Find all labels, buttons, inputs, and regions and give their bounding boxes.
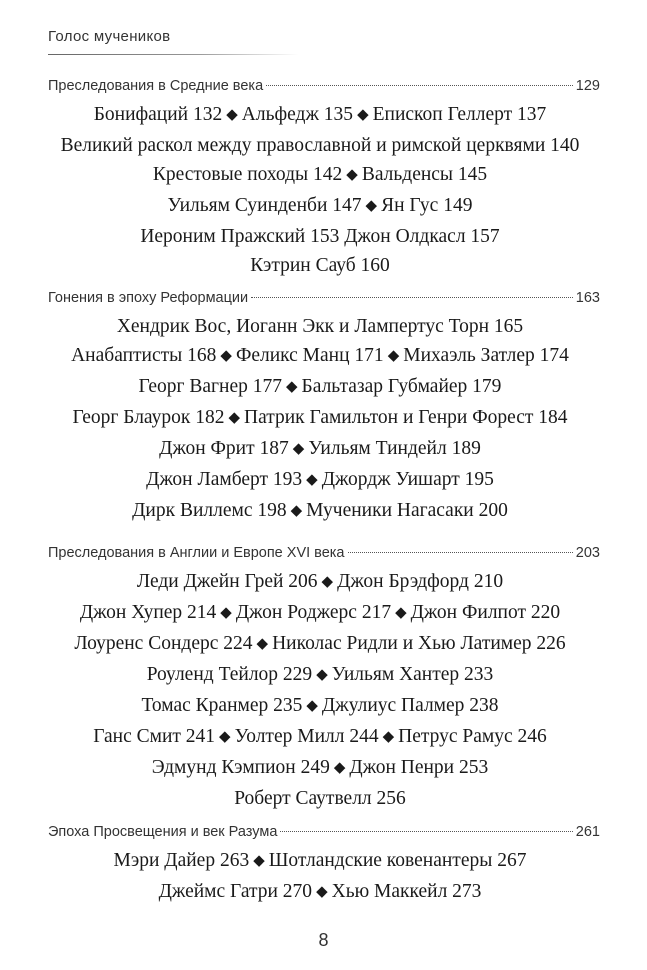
diamond-separator-icon: ◆ (395, 605, 407, 621)
dot-leader (348, 552, 573, 553)
section-heading (48, 824, 600, 840)
toc-entry: Кэтрин Сауб 160 (250, 255, 390, 276)
running-head: Голос мучеников (48, 28, 171, 45)
entry-line (40, 660, 600, 691)
section-heading (48, 78, 600, 94)
toc-entry: Уильям Суинденби 147 (167, 195, 362, 216)
toc-entry: Михаэль Затлер 174 (403, 345, 569, 366)
entry-line (40, 251, 600, 280)
entry-line (40, 722, 600, 753)
entry-list (40, 312, 600, 527)
diamond-separator-icon: ◆ (292, 441, 305, 457)
section-title: Преследования в Англии и Европе XVI века (48, 545, 345, 561)
diamond-separator-icon: ◆ (253, 853, 265, 869)
toc-entry: Георг Вагнер 177 (138, 376, 282, 397)
toc-entry: Бонифаций 132 (93, 104, 223, 125)
entry-line (40, 222, 600, 251)
dot-leader (266, 85, 573, 86)
toc-entry: Бальтазар Губмайер 179 (301, 376, 502, 397)
toc-entry: Хью Маккейл 273 (331, 881, 482, 902)
diamond-separator-icon: ◆ (306, 472, 318, 488)
diamond-separator-icon: ◆ (333, 760, 346, 776)
section-page: 261 (575, 824, 600, 840)
toc-entry: Анабаптисты 168 (71, 345, 217, 366)
toc-entry: Епископ Геллерт 137 (372, 104, 547, 125)
entry-line (40, 403, 600, 434)
entry-line (40, 567, 600, 598)
section-page: 163 (575, 290, 600, 306)
toc-entry: Мэри Дайер 263 (113, 850, 250, 871)
toc-entry: Джон Фрит 187 (159, 438, 289, 459)
entry-line (40, 312, 600, 341)
diamond-separator-icon: ◆ (365, 198, 378, 214)
diamond-separator-icon: ◆ (220, 348, 232, 364)
entry-line (40, 434, 600, 465)
toc-entry: Джон Пенри 253 (349, 757, 489, 778)
toc-entry: Уолтер Милл 244 (234, 726, 379, 747)
section-heading (48, 545, 600, 561)
entry-line (40, 691, 600, 722)
entry-list (40, 846, 600, 908)
entry-line (40, 341, 600, 372)
toc-entry: Георг Блаурок 182 (72, 407, 225, 428)
toc-entry: Иероним Пражский 153 Джон Олдкасл 157 (140, 226, 500, 247)
toc-entry: Леди Джейн Грей 206 (136, 571, 318, 592)
toc-entry: Петрус Рамус 246 (398, 726, 547, 747)
entry-line (40, 753, 600, 784)
entry-line (40, 496, 600, 527)
toc-entry: Ганс Смит 241 (93, 726, 216, 747)
diamond-separator-icon: ◆ (290, 503, 303, 519)
entry-line (40, 784, 600, 813)
section-title: Эпоха Просвещения и век Разума (48, 824, 278, 840)
toc-entry: Феликс Манц 171 (235, 345, 384, 366)
entry-line (40, 598, 600, 629)
diamond-separator-icon: ◆ (256, 636, 269, 652)
section-page: 203 (575, 545, 600, 561)
toc-entry: Хендрик Вос, Иоганн Экк и Лампертус Торн 165 (116, 316, 524, 337)
diamond-separator-icon: ◆ (387, 348, 400, 364)
entry-line (40, 629, 600, 660)
diamond-separator-icon: ◆ (228, 410, 240, 426)
toc-entry: Томас Кранмер 235 (141, 695, 303, 716)
diamond-separator-icon: ◆ (220, 605, 232, 621)
toc-section (40, 78, 600, 280)
toc-section (40, 545, 600, 813)
section-title: Преследования в Средние века (48, 78, 264, 94)
toc-entry: Джулиус Палмер 238 (321, 695, 499, 716)
diamond-separator-icon: ◆ (219, 729, 231, 745)
entry-line (40, 877, 600, 908)
diamond-separator-icon: ◆ (382, 729, 395, 745)
toc-entry: Джон Хупер 214 (79, 602, 217, 623)
dot-leader (251, 297, 573, 298)
diamond-separator-icon: ◆ (226, 107, 238, 123)
toc-entry: Шотландские ковенантеры 267 (268, 850, 527, 871)
page-number: 8 (318, 930, 329, 950)
entry-list (40, 567, 600, 813)
section-heading (48, 290, 600, 306)
toc-entry: Альфедж 135 (241, 104, 354, 125)
diamond-separator-icon: ◆ (321, 574, 334, 590)
toc-entry: Крестовые походы 142 (152, 164, 343, 185)
toc-entry: Патрик Гамильтон и Генри Форест 184 (244, 407, 568, 428)
section-title: Гонения в эпоху Реформации (48, 290, 249, 306)
toc-entry: Николас Ридли и Хью Латимер 226 (272, 633, 566, 654)
toc-section (40, 290, 600, 527)
entry-line (40, 191, 600, 222)
diamond-separator-icon: ◆ (306, 698, 318, 714)
entry-line (40, 131, 600, 160)
entry-list (40, 100, 600, 280)
diamond-separator-icon: ◆ (316, 884, 328, 900)
toc-entry: Джон Роджерс 217 (235, 602, 392, 623)
toc-entry: Великий раскол между православной и римской церквями 140 (60, 135, 580, 156)
toc-entry: Ян Гус 149 (381, 195, 473, 216)
toc-entry: Джон Ламберт 193 (146, 469, 303, 490)
toc-entry: Джон Брэдфорд 210 (337, 571, 504, 592)
toc-entry: Дирк Виллемс 198 (132, 500, 287, 521)
entry-line (40, 372, 600, 403)
header-rule (48, 54, 298, 55)
toc-entry: Джордж Уишарт 195 (321, 469, 494, 490)
entry-line (40, 465, 600, 496)
entry-line (40, 846, 600, 877)
diamond-separator-icon: ◆ (346, 167, 358, 183)
toc-entry: Вальденсы 145 (361, 164, 488, 185)
toc-entry: Мученики Нагасаки 200 (306, 500, 508, 521)
toc-entry: Джон Филпот 220 (410, 602, 561, 623)
toc-section (40, 824, 600, 908)
toc-entry: Джеймс Гатри 270 (158, 881, 313, 902)
entry-line (40, 100, 600, 131)
diamond-separator-icon: ◆ (316, 667, 328, 683)
toc-entry: Уильям Тиндейл 189 (308, 438, 481, 459)
toc-entry: Роберт Саутвелл 256 (234, 788, 406, 809)
toc-entry: Уильям Хантер 233 (331, 664, 494, 685)
section-page: 129 (575, 78, 600, 94)
diamond-separator-icon: ◆ (286, 379, 298, 395)
entry-line (40, 160, 600, 191)
dot-leader (280, 831, 572, 832)
toc-entry: Лоуренс Сондерс 224 (74, 633, 253, 654)
toc-entry: Эдмунд Кэмпион 249 (151, 757, 330, 778)
toc-entry: Роуленд Тейлор 229 (146, 664, 313, 685)
diamond-separator-icon: ◆ (357, 107, 369, 123)
